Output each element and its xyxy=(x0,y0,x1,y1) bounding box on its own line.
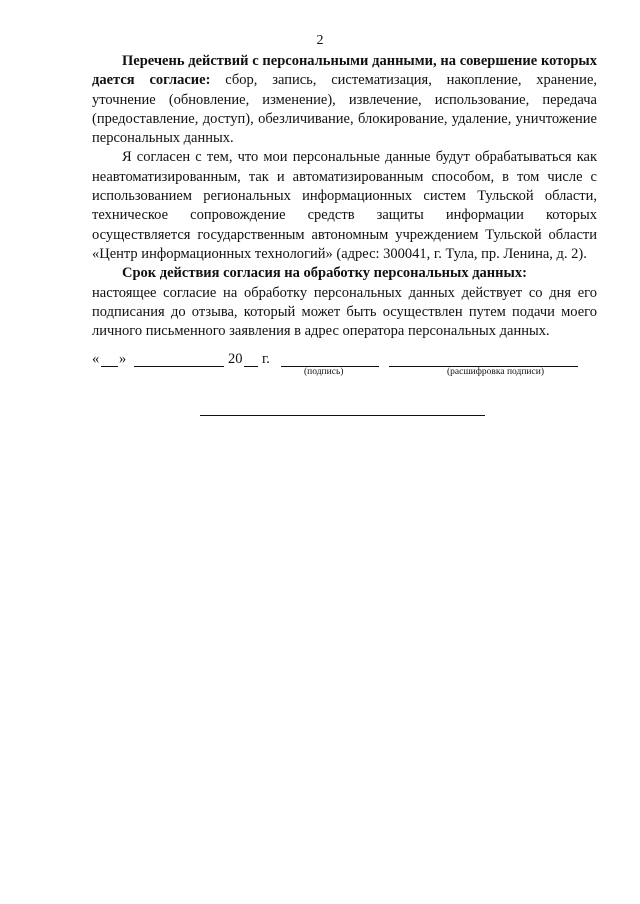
year-blank xyxy=(244,366,258,367)
quote-close: » xyxy=(119,351,127,367)
year-prefix: 20 xyxy=(228,351,243,367)
month-blank xyxy=(134,366,224,367)
document-body xyxy=(92,52,597,341)
actions-paragraph xyxy=(92,52,597,148)
actions-text: сбор, запись, систематизация, накопление, хранение, уточнение (обновление, изменение), извлечение, использование, передача (предоставление, доступ), обезличивание, блокирование, удаление, уничтожение персональных данных. xyxy=(92,72,598,147)
bottom-divider xyxy=(200,415,485,416)
signature-caption: (подпись) xyxy=(304,367,344,377)
year-suffix: г. xyxy=(262,351,270,367)
consent-paragraph: Я согласен с тем, что мои персональные данные будут обрабатываться как неавтоматизированным, так и автоматизированным способом, в том числе с использованием региональных информационных систем Тульской области, техническое сопровождение средств защиты информации которых осуществляется государственным автономным учреждением Тульской области «Центр информационных технологий» (адрес: 300041, г. Тула, пр. Ленина, д. 2). xyxy=(92,149,597,262)
validity-text: настоящее согласие на обработку персональных данных действует со дня его подписания до отзыва, который может быть осуществлен путем подачи моего личного письменного заявления в адрес оператора персональных данных. xyxy=(92,284,597,340)
day-blank xyxy=(101,366,118,367)
validity-heading: Срок действия согласия на обработку персональных данных: xyxy=(122,265,527,282)
page-number: 2 xyxy=(316,33,324,48)
actions-heading: Перечень действий с персональными данными, на совершение которых дается согласие: xyxy=(92,53,597,89)
decryption-caption: (расшифровка подписи) xyxy=(447,367,544,377)
quote-open: « xyxy=(92,351,100,367)
validity-paragraph xyxy=(92,264,597,341)
